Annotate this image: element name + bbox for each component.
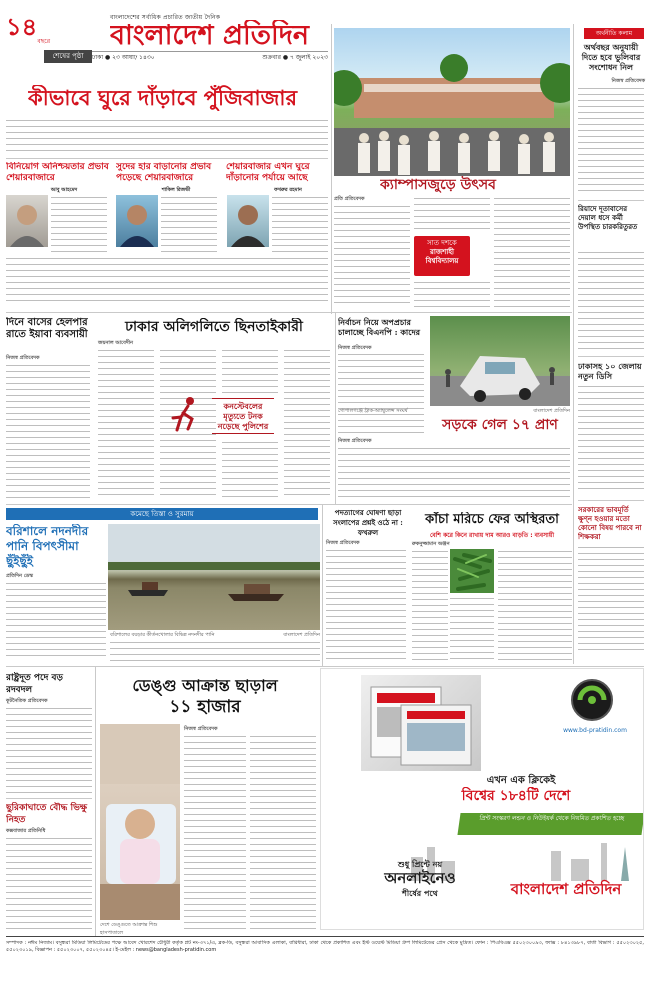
campus-headline: ক্যাম্পাসজুড়ে উৎসব <box>380 177 496 193</box>
dengue-photo <box>100 724 180 920</box>
campus-credit: প্রতি প্রতিবেদক <box>334 196 365 202</box>
ad-url: www.bd-pratidin.com <box>563 727 627 734</box>
lead-intro <box>6 118 328 156</box>
opinion-label: অর্থনীতি কলাম <box>584 28 644 39</box>
flood-banner: কমেছে তিস্তা ও সুরমায় <box>6 508 318 520</box>
ad-ribbon-text: প্রিন্ট সংস্করণ লন্ডন ও নিউইয়র্ক থেকে নিয়মিত প্রকাশিত হচ্ছে <box>478 815 625 822</box>
lead-sub1: বিনিয়োগ অনিশ্চয়তার প্রভাব শেয়ারবাজারে <box>6 162 109 183</box>
flood-photo <box>108 524 320 630</box>
lead-sub2: সুদের হার বাড়ানোর প্রভাব পড়েছে শেয়ারবাজারে <box>116 162 212 183</box>
monk-headline: ছুরিকাঘাতে বৌদ্ধ ভিক্ষু নিহত <box>6 803 88 825</box>
day-date: শুক্রবার ● ৭ জুলাই ২০২৩ <box>262 54 328 61</box>
lead-headline: কীভাবে ঘুরে দাঁড়াবে পুঁজিবাজার <box>28 85 298 110</box>
flood-caption-credit: বাংলাদেশ প্রতিদিন <box>283 632 320 638</box>
teachers-headline: সরকারের ভাবমূর্তি ক্ষুণ্ন হওয়ার মতো কোনো বিষয় পারবে না শিক্ষকরা <box>578 505 642 541</box>
dc-headline: ঢাকাসহ ১০ জেলায় নতুন ডিসি <box>578 361 642 381</box>
schedule-headline: পদত্যাগের ঘোষণা ছাড়া সংলাপের প্রশ্নই ওঠে না : ফখরুল <box>333 508 403 537</box>
chili-sub: বেশি করে কিনে রাখায় দাম আরও বাড়তি : ব্যবসায়ী <box>429 532 555 539</box>
flood-credit: প্রতিদিন ডেস্ক <box>6 573 34 579</box>
bus-credit: নিজস্ব প্রতিবেদক <box>6 355 40 361</box>
headshot-abu-ahmed <box>6 195 48 247</box>
riyadh-headline: রিয়াদে দূতাবাসের দেয়াল ধসে কর্মী উপস্থিত চারকরিতুরত <box>578 204 638 231</box>
campus-badge-line1: সাত দশকে <box>427 239 457 247</box>
headshot-shakil-rizvi <box>116 195 158 247</box>
lead-sub3: শেয়ারবাজার এখন ঘুরে দাঁড়ানোর পর্যায়ে আছে <box>226 162 310 183</box>
flood-caption: বরিশালের বয়ড়ার কীর্তনখোলার বিভিন্ন নদনদীর পানি <box>110 632 215 638</box>
president-headline: রাষ্ট্রদূত পদে বড় রদবদল <box>6 673 63 695</box>
masthead-tagline: বাংলাদেশের সর্বাধিক প্রচারিত জাতীয় দৈনিক <box>110 14 221 21</box>
election-credit: নিজস্ব প্রতিবেদক <box>338 345 372 351</box>
election-headline: নির্বাচন নিয়ে অপপ্রচার চালাচ্ছে বিএনপি : কাদের <box>338 317 421 337</box>
ad-slogan1: শুধু প্রিন্টে নয় <box>397 860 443 869</box>
road-headline: সড়কে গেল ১৭ প্রাণ <box>442 417 558 433</box>
chili-photo <box>450 549 494 593</box>
dhaka-callout: কনস্টেবলের মৃত্যুতে টনক নড়েছে পুলিশের <box>212 398 274 434</box>
page-label: শেষের পৃষ্ঠা <box>44 50 92 63</box>
accident-photo <box>430 316 570 406</box>
ad-line2: বিশ্বের ১৮৪টি দেশে <box>461 788 571 804</box>
dengue-headline-1: ডেঙ্গু আক্রান্ত ছাড়াল <box>132 676 278 695</box>
lead-byline2: শাকিল রিজভী <box>161 187 191 193</box>
accident-caption: গোপালগঞ্জে ট্রাক-অ্যাম্বুলেন্স সংঘর্ষ <box>338 408 408 414</box>
lead-byline1: আবু আহমেদ <box>50 187 78 193</box>
schedule-credit: নিজস্ব প্রতিবেদক <box>326 540 360 546</box>
masthead-title: বাংলাদেশ প্রতিদিন <box>110 20 309 51</box>
campus-badge-line2: রাজশাহী বিশ্ববিদ্যালয় <box>425 248 459 265</box>
ad-website-icon <box>569 677 615 723</box>
ad-brand: বাংলাদেশ প্রতিদিন <box>510 880 622 898</box>
anniversary-word: বছরে <box>37 38 50 45</box>
runner-icon <box>168 395 202 435</box>
ad-slogan3: শীর্ষের পথে <box>402 889 438 898</box>
president-credit: কূটনৈতিক প্রতিবেদক <box>6 698 48 704</box>
bus-headline: দিনে বাসের হেলপার রাতে ইয়াবা ব্যবসায়ী <box>6 317 88 340</box>
opinion-headline: অর্থবছর অনুযায়ী দিতে হবে ভুলিবার সংশোধন নিল <box>581 42 641 72</box>
opinion-credit: নিজস্ব প্রতিবেদক <box>611 78 645 84</box>
campus-badge <box>414 236 470 276</box>
ad-ribbon <box>457 813 644 835</box>
anniversary-number: ১৪ <box>6 12 38 41</box>
ad-line1: এখন এক ক্লিকেই <box>486 775 556 786</box>
pratidin-ad <box>320 668 644 930</box>
headshot-fakhrur-rahman <box>227 195 269 247</box>
flood-headline: বরিশালে নদনদীর পানি বিপৎসীমা ছুঁইছুঁই <box>6 524 89 568</box>
accident-caption-credit: বাংলাদেশ প্রতিদিন <box>533 408 570 414</box>
dengue-caption: দেশে ডেঙ্গুতে আক্রান্ত শিশু হাসপাতালে <box>100 922 158 936</box>
chili-headline: কাঁচা মরিচে ফের অস্থিরতা <box>425 512 559 527</box>
location-date: ঢাকা ● ২৩ আষাঢ় ১৪৩০ <box>92 54 155 61</box>
monk-credit: কক্সবাজার প্রতিনিধি <box>6 828 46 834</box>
ad-photo-papers <box>361 675 481 771</box>
chili-credit: রুকনুজ্জামান অঞ্জন <box>412 541 450 547</box>
dengue-credit: নিজস্ব প্রতিবেদক <box>184 726 218 732</box>
date-bar <box>92 51 328 64</box>
road-credit: নিজস্ব প্রতিবেদক <box>338 438 372 444</box>
ad-slogan2: অনলাইনেও <box>384 869 456 887</box>
dhaka-credit: জয়নাল আবেদীন <box>98 340 133 346</box>
campus-photo <box>334 28 570 176</box>
dengue-headline-2: ১১ হাজার <box>169 697 241 717</box>
lead-byline3: ফখরুর রহমান <box>274 187 302 193</box>
imprint-footer: সম্পাদক : নঈম নিজাম। বসুন্ধরা মিডিয়া লিমিটেডের পক্ষে আবেদ খোরশেদ চৌধুরী কর্তৃক প্লট নং-৩৭১/এ, ব্লক-ডি, বসুন্ধরা আবাসিক এলাকা, বারিধারা, ঢাকা থেকে প্রকাশিত এবং ইস্ট ওয়েস্ট মিডিয়া গ্রুপ লিমিটেডের প্রেস থেকে মুদ্রিত। ফোন : পিএবিএক্স ৫৫০২৩০০৯৩, ফ্যাক্স : ৮৪১৩৯৮৭, বার্তা বিভাগ : ৫৫০২৩০২৫, ৫৫০২৩০১৯, বিজ্ঞাপন : ৫৫০২৩০০৭, ৫৫০২৩০৪৫। ই-মেইল : news@bangladesh-pratidin.com <box>6 940 644 953</box>
dhaka-headline: ঢাকার অলিগলিতে ছিনতাইকারী <box>125 319 303 335</box>
